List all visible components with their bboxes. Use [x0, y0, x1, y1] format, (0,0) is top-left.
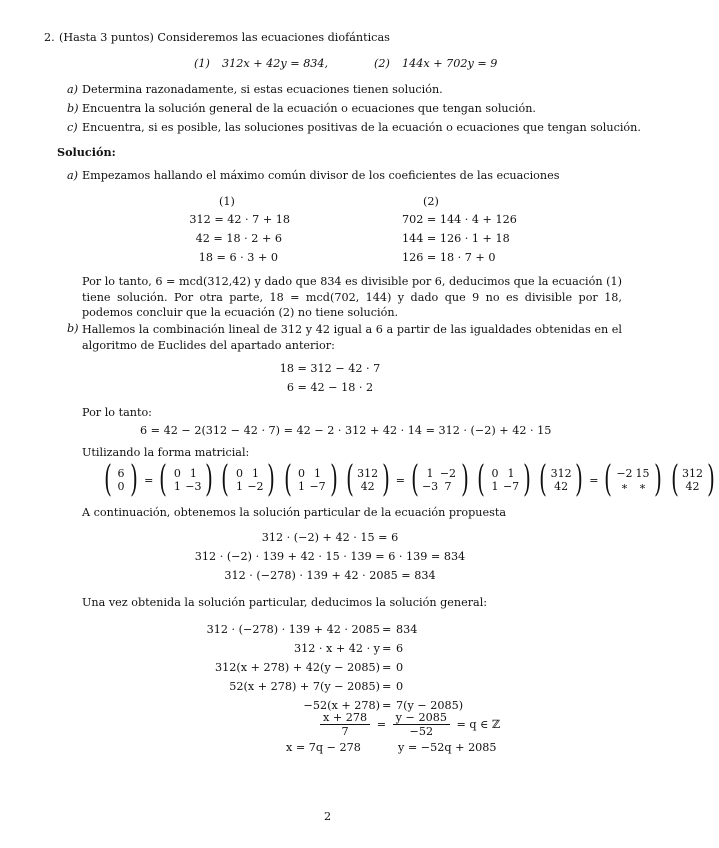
gen-right: 7(y − 2085)	[396, 699, 464, 712]
gen-right: 0	[396, 680, 404, 693]
col2-row: 702 = 144 · 4 + 126	[402, 213, 517, 226]
gen-left: 52(x + 278) + 7(y − 2085)	[229, 680, 380, 693]
matrix: ( 0 1 1 −3 )	[159, 459, 214, 500]
problem-number: 2.	[44, 31, 55, 44]
gen-left: 312 · (−278) · 139 + 42 · 2085	[206, 623, 380, 636]
matrix: ( 0 1 1 −2 )	[221, 459, 276, 500]
gen-right: 6	[396, 642, 404, 655]
matrix: ( 0 1 1 −7 )	[283, 459, 338, 500]
sol-b-label: b)	[67, 322, 79, 335]
fraction: $\frac{x + 278}{7}$	[320, 711, 370, 738]
gen-equals: =	[382, 680, 392, 693]
matricial-label: Utilizando la forma matricial:	[82, 446, 250, 459]
particular-eq: 312 · (−2) · 139 + 42 · 15 · 139 = 6 · 139 = 834	[194, 550, 466, 563]
vector: ( 6 0 )	[104, 459, 138, 500]
sol-a-label: a)	[67, 169, 79, 182]
y-solution: y = −52q + 2085	[398, 741, 497, 754]
part-b-text: Encuentra la solución general de la ecuación o ecuaciones que tengan solución.	[82, 102, 536, 115]
part-b-label: b)	[67, 102, 79, 115]
vector: ( 312 42 )	[345, 459, 390, 500]
col2-row: 126 = 18 · 7 + 0	[402, 251, 496, 264]
eq2-label: (2)	[374, 57, 390, 70]
col1-row: 312 = 42 · 7 + 18	[189, 213, 290, 226]
b-eq1: 18 = 312 − 42 · 7	[279, 362, 381, 375]
eq1: 312x + 42y = 834,	[222, 57, 329, 70]
b-eq2: 6 = 42 − 18 · 2	[286, 381, 374, 394]
por-lo-tanto: Por lo tanto:	[82, 406, 152, 419]
vector: ( 312 42 )	[539, 459, 584, 500]
sol-b-text: Hallemos la combinación lineal de 312 y 42 igual a 6 a partir de las igualdades obtenidas en el algoritmo de Euclides del apartado anterior:	[82, 323, 622, 352]
general-intro: Una vez obtenida la solución particular, deducimos la solución general:	[82, 596, 488, 609]
part-a-label: a)	[67, 83, 79, 96]
matrix: ( 1 −2 −3 7 )	[411, 459, 469, 500]
matrix: ( 0 1 1 −7 )	[477, 459, 531, 500]
a-conclusion: Por lo tanto, 6 = mcd(312,42) y dado que 834 es divisible por 6, deducimos que la ecuación (1) tiene solución. Por otra parte, 18 = mcd(702, 144) y dado que 9 no es divisible por 18, podemos concluir que la ecuación (2) no tiene solución.	[82, 275, 622, 319]
particular-eq: 312 · (−2) + 42 · 15 = 6	[261, 531, 399, 544]
gen-right: 834	[396, 623, 418, 636]
part-c-label: c)	[67, 121, 78, 134]
gen-equals: =	[382, 661, 392, 674]
gen-left: −52(x + 278)	[303, 699, 380, 712]
eq1-label: (1)	[194, 57, 210, 70]
gen-equals: =	[382, 642, 392, 655]
matrix-equation: ( 6 0 ) = ( 0 1 1 −3 ) ( 0 1 1 −2 ) ( 0 1 1 −7 ) ( 312 42 ) = ( 1 −2 −3 7 ) ( 0 1 1 −7 ) ( 312 42 ) = ( −2 15 ∗ ∗ ) ( 312 42 )	[100, 460, 719, 500]
vector: ( 312 42 )	[670, 459, 715, 500]
gen-left: 312(x + 278) + 42(y − 2085)	[215, 661, 380, 674]
sol-a-text: Empezamos hallando el máximo común divisor de los coeficientes de las ecuaciones	[82, 169, 560, 182]
gen-right: 0	[396, 661, 404, 674]
page-number: 2	[323, 810, 332, 823]
gen-equals: =	[382, 699, 392, 712]
particular-eq: 312 · (−278) · 139 + 42 · 2085 = 834	[224, 569, 436, 582]
gen-equals: =	[382, 623, 392, 636]
fraction: $\frac{y - 2085}{-52}$	[393, 711, 450, 738]
eq2: 144x + 702y = 9	[402, 57, 498, 70]
continuacion: A continuación, obtenemos la solución particular de la ecuación propuesta	[82, 506, 507, 519]
combo-eq: 6 = 42 − 2(312 − 42 · 7) = 42 − 2 · 312 + 42 · 14 = 312 · (−2) + 42 · 15	[140, 424, 552, 437]
col2-label: (2)	[423, 195, 439, 208]
gen-left: 312 · x + 42 · y	[293, 642, 380, 655]
col1-row: 18 = 6 · 3 + 0	[198, 251, 278, 264]
part-a-text: Determina razonadamente, si estas ecuaciones tienen solución.	[82, 83, 443, 96]
solution-heading: Solución:	[57, 145, 116, 159]
col2-row: 144 = 126 · 1 + 18	[402, 232, 510, 245]
col1-row: 42 = 18 · 2 + 6	[195, 232, 282, 245]
problem-intro: (Hasta 3 puntos) Consideremos las ecuaciones diofánticas	[59, 31, 390, 44]
x-solution: x = 7q − 278	[286, 741, 361, 754]
part-c-text: Encuentra, si es posible, las soluciones positivas de la ecuación o ecuaciones que tengan solución.	[82, 121, 641, 134]
col1-label: (1)	[219, 195, 235, 208]
matrix: ( −2 15 ∗ ∗ )	[604, 459, 663, 500]
fraction-equation: $\frac{x + 278}{7}$ = $\frac{y - 2085}{-52}$ = q ∈ ℤ	[320, 711, 500, 738]
